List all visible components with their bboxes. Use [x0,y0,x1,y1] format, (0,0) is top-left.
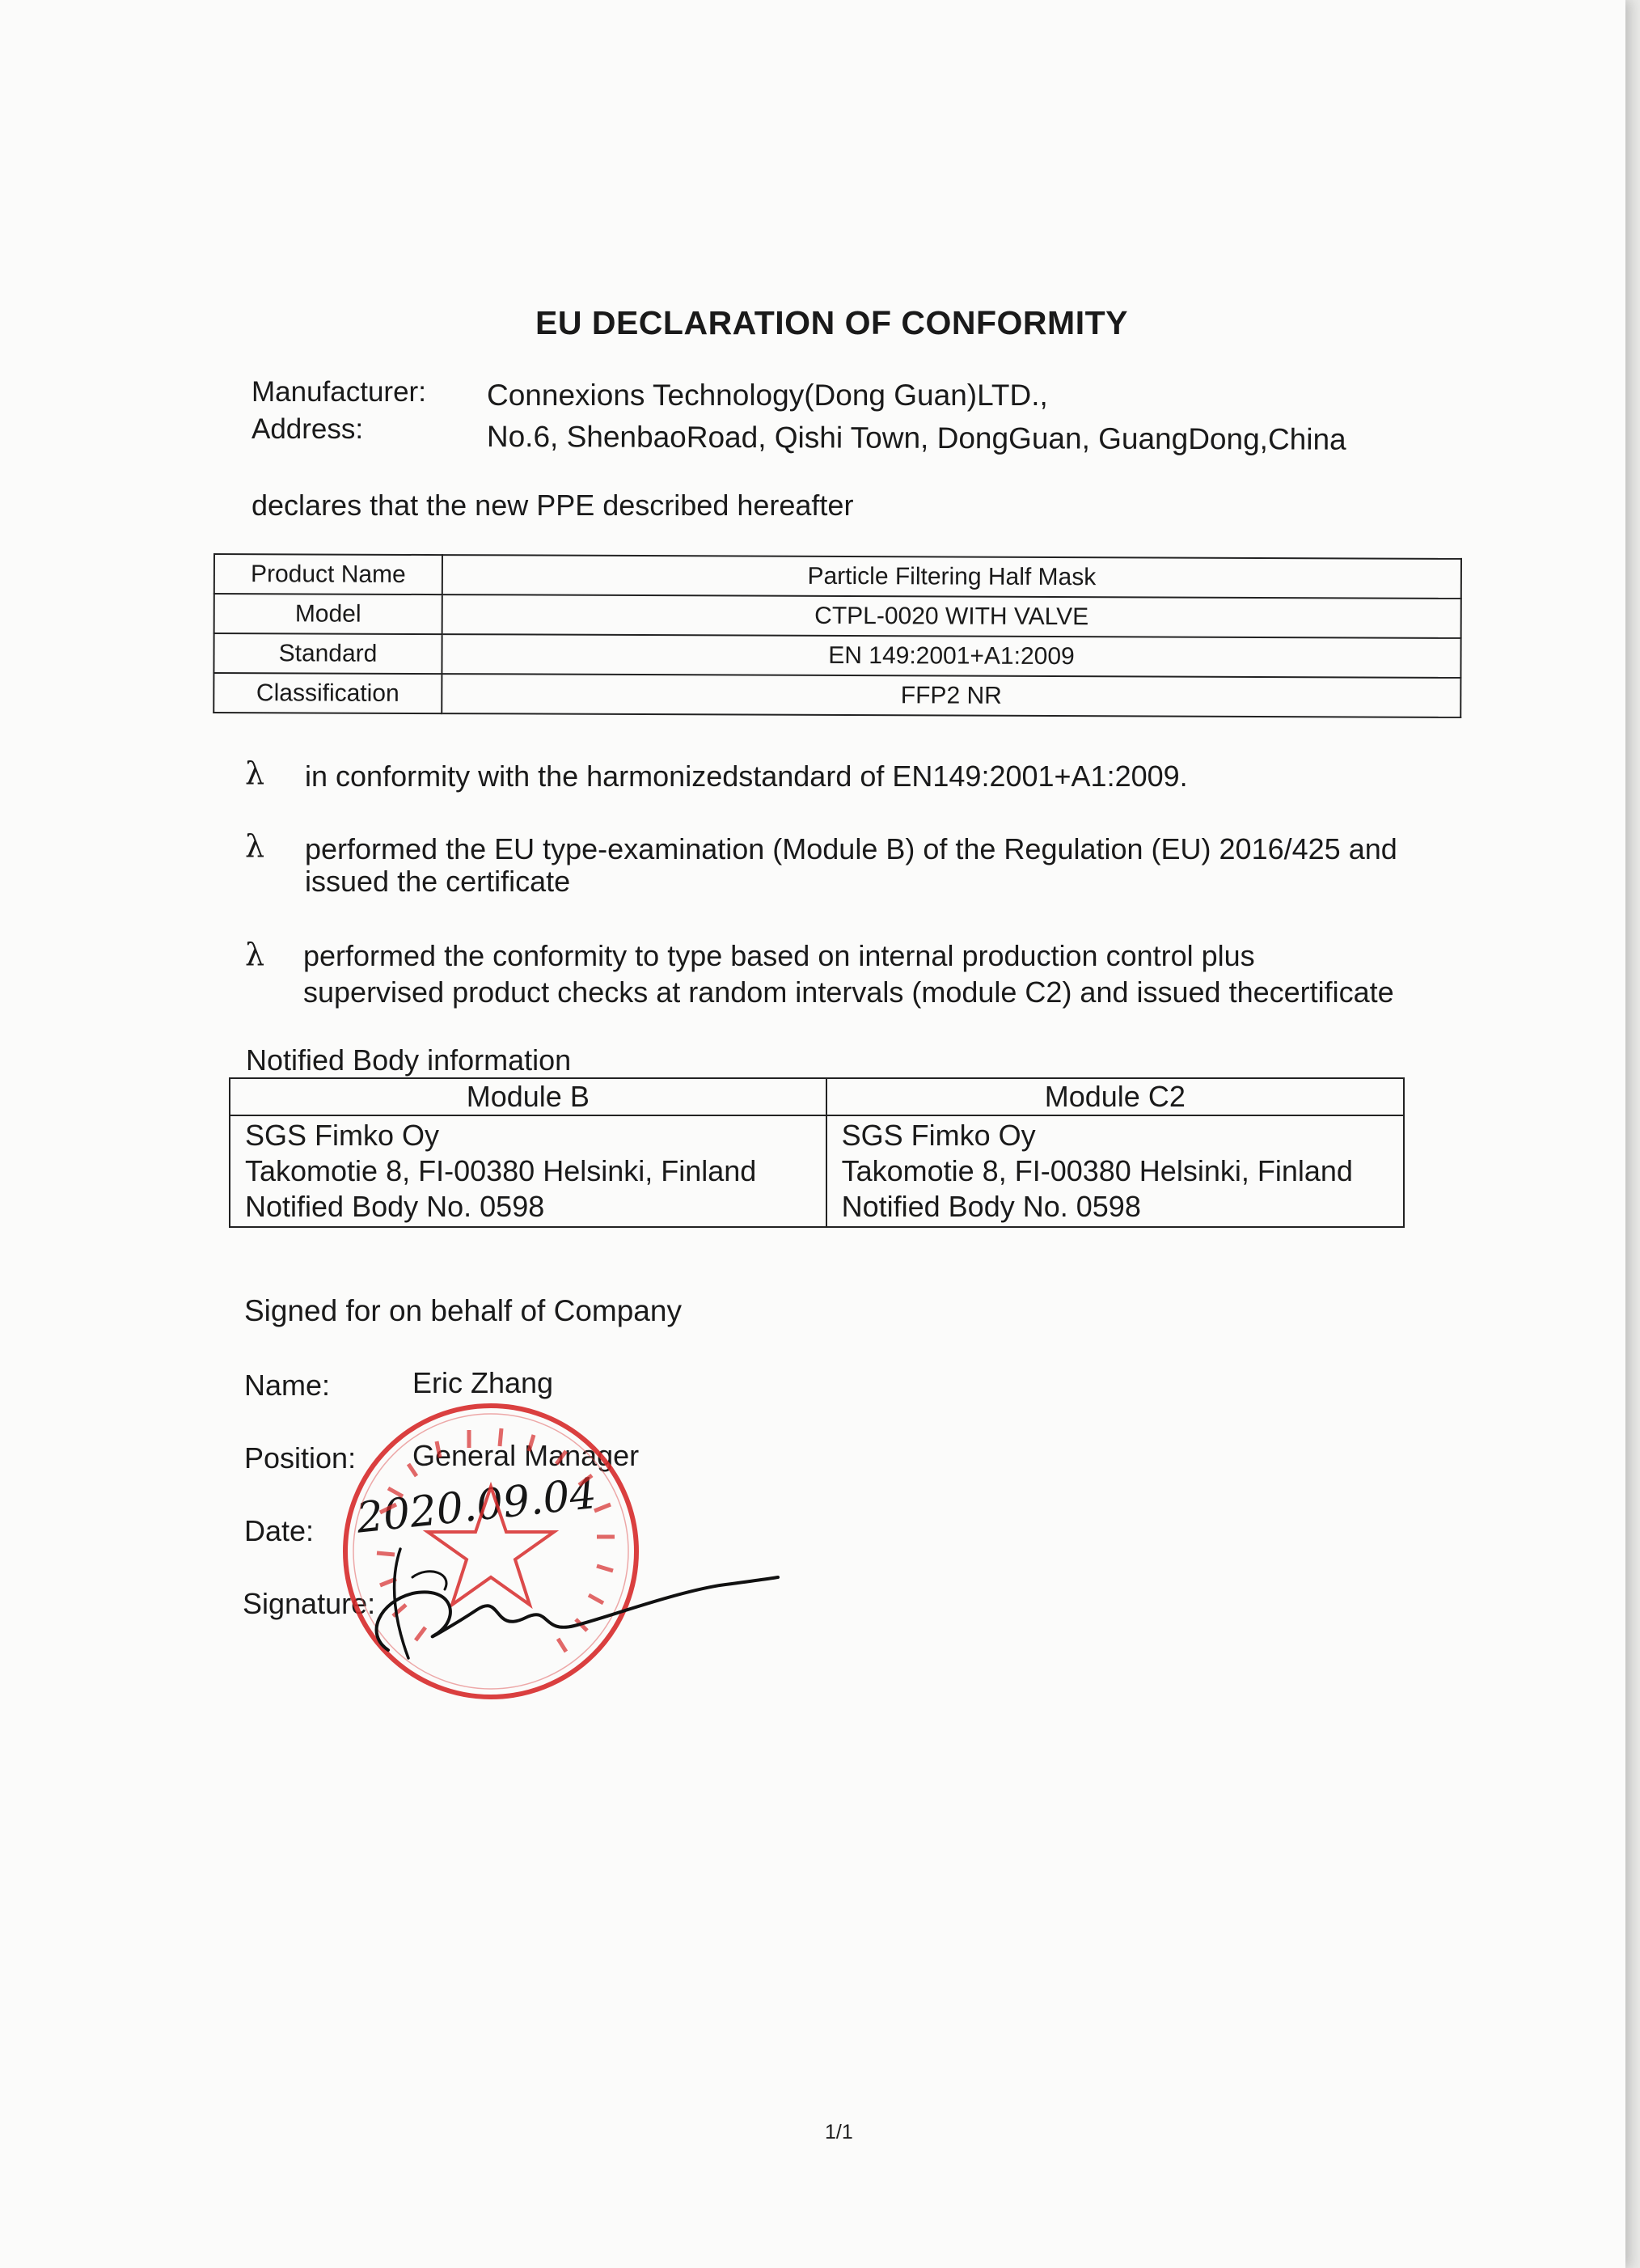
bullet-1-line-1: in conformity with the harmonizedstandard of EN149:2001+A1:2009. [305,760,1188,793]
module-c2-cell [826,1115,1404,1227]
company-seal-and-signature [332,1391,784,1731]
module-b-header: Module B [230,1078,826,1115]
product-name-label: Product Name [214,554,442,595]
name-value: Eric Zhang [412,1366,554,1399]
module-c2-header: Module C2 [826,1078,1404,1115]
position-value: General Manager [412,1439,640,1472]
product-table [213,553,1462,718]
bullet-2-line-2: issued the certificate [305,865,571,898]
handwritten-date: 2020.09.04 [354,1469,599,1543]
page-number: 1/1 [825,2121,853,2143]
table-row [213,633,1460,678]
table-row [213,673,1460,717]
table-header-row [230,1078,1404,1115]
table-row [214,554,1461,599]
model-value: CTPL-0020 WITH VALVE [442,595,1461,638]
classification-label: Classification [213,673,442,713]
signed-on-behalf-heading: Signed for on behalf of Company [244,1294,682,1327]
notified-body-table [229,1077,1405,1228]
address-label: Address: [251,413,364,445]
signature-stroke [377,1577,778,1650]
table-row [214,594,1461,638]
manufacturer-label: Manufacturer: [251,376,426,408]
bullet-3-line-2: supervised product checks at random intervals (module C2) and issued thecertificate [303,975,1394,1009]
module-c2-body-number: Notified Body No. 0598 [841,1190,1141,1223]
module-b-cell [230,1115,826,1227]
lambda-bullet-icon: λ [245,755,265,791]
module-b-body-address: Takomotie 8, FI-00380 Helsinki, Finland [245,1154,757,1187]
product-name-value: Particle Filtering Half Mask [442,555,1461,599]
classification-value: FFP2 NR [442,674,1460,717]
bullet-2-line-1: performed the EU type-examination (Module B) of the Regulation (EU) 2016/425 and [305,832,1397,865]
lambda-bullet-icon: λ [245,937,265,972]
company-seal-icon [345,1406,636,1697]
address-value: No.6, ShenbaoRoad, Qishi Town, DongGuan, GuangDong,China [486,420,1346,456]
standard-value: EN 149:2001+A1:2009 [442,634,1460,678]
declaration-intro: declares that the new PPE described hereafter [251,489,854,522]
module-b-body-name: SGS Fimko Oy [245,1119,440,1152]
signature-label: Signature: [243,1587,376,1620]
table-row [230,1115,1404,1227]
standard-label: Standard [213,633,442,674]
notified-body-heading: Notified Body information [246,1043,572,1077]
module-c2-body-name: SGS Fimko Oy [841,1119,1036,1152]
document-title: EU DECLARATION OF CONFORMITY [535,304,1128,341]
name-label: Name: [244,1369,331,1402]
module-b-body-number: Notified Body No. 0598 [245,1190,545,1223]
lambda-bullet-icon: λ [245,828,265,864]
position-label: Position: [244,1441,357,1475]
model-label: Model [214,594,442,634]
bullet-3-line-1: performed the conformity to type based on internal production control plus [303,939,1255,972]
date-label: Date: [244,1514,315,1547]
manufacturer-value: Connexions Technology(Dong Guan)LTD., [487,379,1048,412]
module-c2-body-address: Takomotie 8, FI-00380 Helsinki, Finland [841,1154,1353,1187]
